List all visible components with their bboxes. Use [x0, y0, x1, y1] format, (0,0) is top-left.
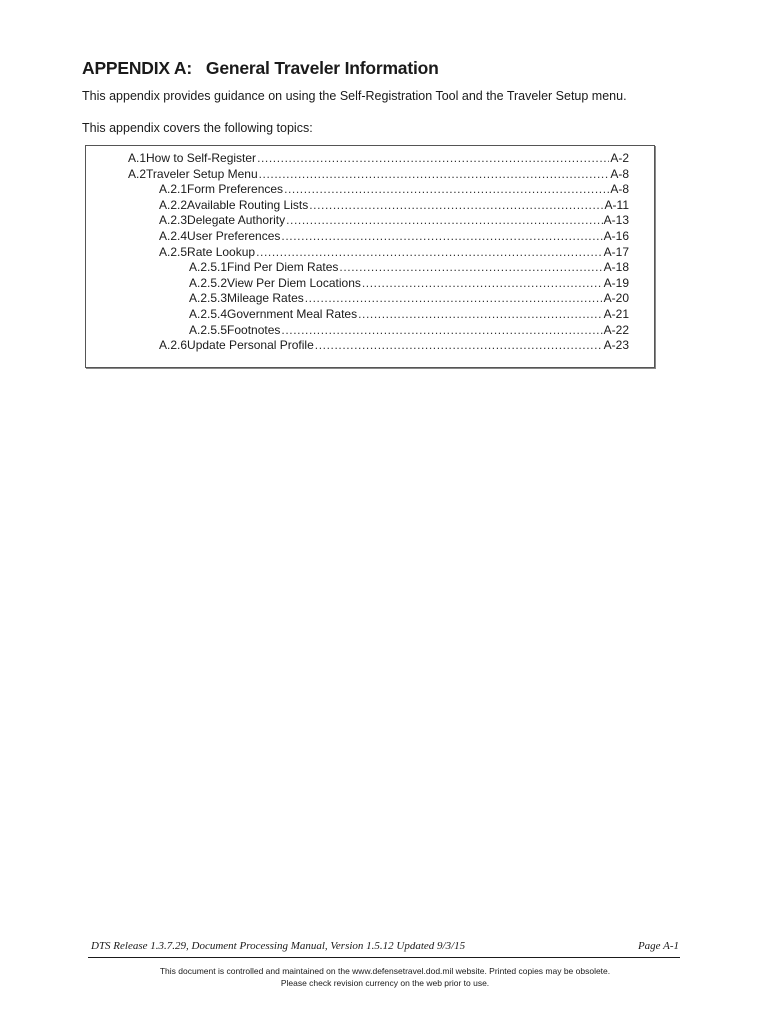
toc-page: A-22	[603, 322, 629, 337]
toc-page: A-8	[610, 182, 629, 197]
toc-number: A.2.6	[159, 338, 188, 353]
table-of-contents	[85, 145, 655, 368]
toc-title: View Per Diem Locations	[227, 275, 361, 290]
toc-page: A-20	[603, 291, 629, 306]
toc-leader	[257, 151, 609, 166]
toc-title: Government Meal Rates	[227, 307, 358, 321]
toc-number: A.2	[128, 166, 147, 181]
toc-row[interactable]	[159, 245, 629, 260]
toc-title: Rate Lookup	[187, 244, 256, 259]
toc-leader	[286, 213, 603, 228]
toc-number: A.2.5.4	[189, 307, 228, 321]
toc-title: Delegate Authority	[187, 213, 286, 228]
toc-row[interactable]	[159, 213, 629, 228]
toc-title: User Preferences	[187, 229, 281, 243]
toc-page: A-21	[603, 307, 629, 321]
toc-title: How to Self-Register	[146, 151, 257, 165]
toc-title: Mileage Rates	[227, 291, 304, 306]
toc-title: Form Preferences	[187, 182, 284, 197]
toc-number: A.2.5	[159, 244, 188, 259]
toc-leader	[305, 291, 603, 306]
toc-page: A-17	[603, 244, 629, 259]
footer-page-number: Page A-1	[637, 940, 679, 952]
toc-row[interactable]	[159, 338, 629, 353]
toc-row[interactable]	[189, 260, 629, 275]
toc-row[interactable]	[128, 167, 629, 182]
footer-release: DTS Release 1.3.7.29, Document Processing Manual, Version 1.5.12 Updated 9/3/15	[91, 940, 466, 952]
appendix-intro: This appendix provides guidance on using the Self-Registration Tool and the Traveler Setup menu.	[82, 89, 627, 103]
toc-number: A.2.5.2	[189, 275, 228, 290]
toc-leader	[315, 338, 603, 353]
toc-title: Footnotes	[227, 322, 281, 337]
footer-divider	[88, 957, 680, 958]
toc-page: A-16	[603, 229, 629, 243]
toc-number: A.2.5.3	[189, 291, 228, 306]
toc-leader	[256, 245, 603, 260]
toc-row[interactable]	[189, 307, 629, 322]
toc-page: A-11	[604, 197, 629, 212]
toc-number: A.2.5.1	[189, 260, 228, 275]
toc-row[interactable]	[128, 151, 629, 166]
toc-leader	[284, 182, 609, 197]
toc-number: A.2.4	[159, 229, 188, 243]
toc-number: A.1	[128, 151, 147, 165]
toc-row[interactable]	[159, 198, 629, 213]
toc-title: Available Routing Lists	[187, 197, 309, 212]
toc-leader	[281, 323, 602, 338]
toc-row[interactable]	[159, 182, 629, 197]
appendix-title: APPENDIX A: General Traveler Information	[82, 58, 439, 78]
toc-page: A-8	[610, 166, 629, 181]
toc-number: A.2.5.5	[189, 322, 228, 337]
toc-row[interactable]	[189, 323, 629, 338]
toc-row[interactable]	[189, 276, 629, 291]
toc-leader	[281, 229, 602, 244]
toc-leader	[309, 198, 603, 213]
toc-title: Traveler Setup Menu	[146, 166, 258, 181]
toc-leader	[259, 167, 610, 182]
toc-leader	[358, 307, 603, 322]
toc-title: Update Personal Profile	[187, 338, 314, 353]
toc-page: A-19	[603, 275, 629, 290]
footer-notice-line2: Please check revision currency on the web prior to use.	[280, 978, 490, 988]
toc-page: A-13	[603, 213, 629, 228]
toc-row[interactable]	[159, 229, 629, 244]
toc-page: A-23	[603, 338, 629, 353]
toc-number: A.2.1	[159, 182, 188, 197]
toc-number: A.2.3	[159, 213, 188, 228]
toc-page: A-2	[610, 151, 629, 165]
toc-leader	[339, 260, 602, 275]
toc-leader	[362, 276, 603, 291]
toc-row[interactable]	[189, 291, 629, 306]
topics-intro: This appendix covers the following topics:	[82, 121, 313, 135]
toc-page: A-18	[603, 260, 629, 275]
toc-number: A.2.2	[159, 197, 188, 212]
footer-notice-line1: This document is controlled and maintained on the www.defensetravel.dod.mil website. Printed copies may be obsolete.	[159, 966, 611, 976]
toc-title: Find Per Diem Rates	[227, 260, 339, 275]
